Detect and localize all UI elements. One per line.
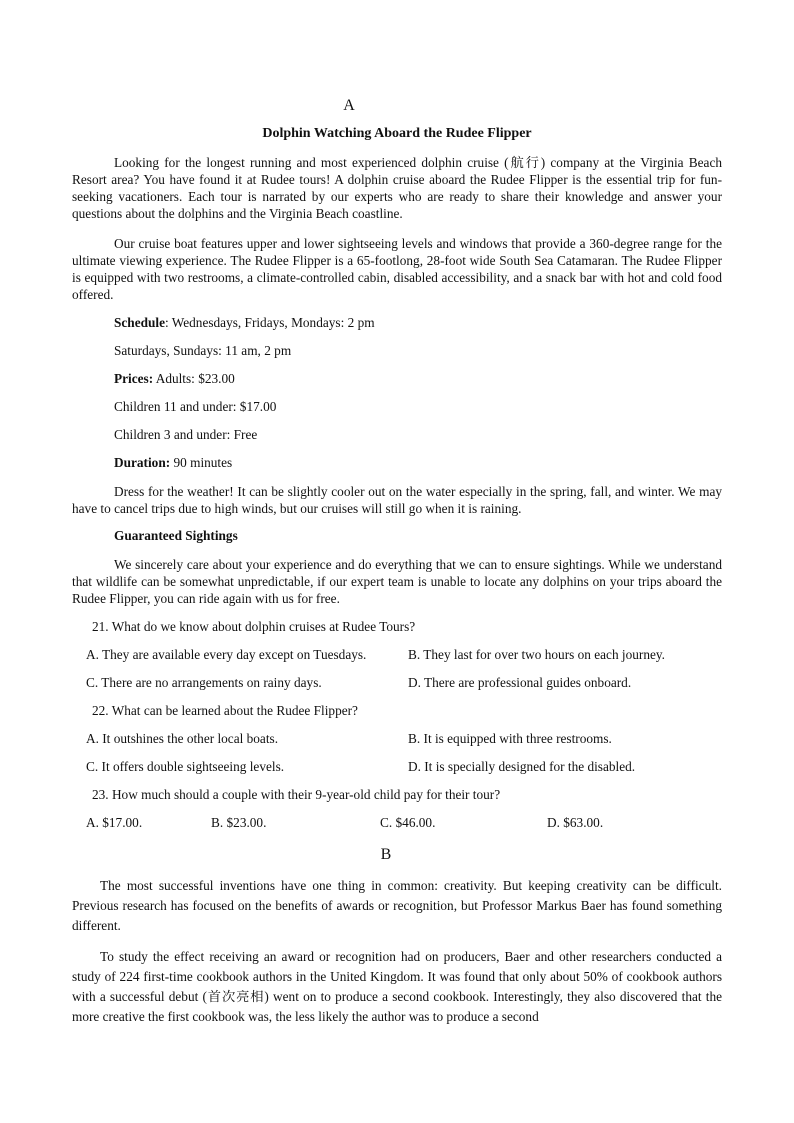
guarantee-paragraph: We sincerely care about your experience and do everything that we can to ensure sightings. While we understand that wildlife can be somewhat unpredictable, if our expert team is unable to locate any dolphins on your trips aboard the Rudee Flipper, you can ride again with us for free. [72,557,722,606]
question-22-option-b[interactable]: B. It is equipped with three restrooms. [408,731,612,746]
question-21-option-d[interactable]: D. There are professional guides onboard. [408,675,632,690]
question-22: 22. What can be learned about the Rudee Flipper? [92,703,358,718]
question-21-option-b[interactable]: B. They last for over two hours on each journey. [408,647,666,662]
passage-a-paragraph-1: Looking for the longest running and most experienced dolphin cruise (航行) company at the Virginia Beach Resort area? You have found it at Rudee tours! A dolphin cruise aboard the Rudee Flipper is the essential trip for fun-seeking vacationers. Each tour is narrated by our experts who are ready to share their knowledge and answer your questions about the dolphins and the Virginia Beach coastline. [72,155,722,221]
schedule-weekday-value: : Wednesdays, Fridays, Mondays: 2 pm [164,315,375,330]
passage-a-paragraph-2: Our cruise boat features upper and lower sightseeing levels and windows that provide a 360-degree range for the ultimate viewing experience. The Rudee Flipper is a 65-footlong, 28-foot wide South Sea Catamaran. The Rudee Flipper is equipped with two restrooms, a climate-controlled cabin, disabled accessibility, and a snack bar with hot and cold food offered. [72,236,722,302]
question-23-option-b[interactable]: B. $23.00. [211,815,267,830]
question-21: 21. What do we know about dolphin cruises at Rudee Tours? [92,619,416,634]
question-23-option-a[interactable]: A. $17.00. [86,815,143,830]
guarantee-heading: Guaranteed Sightings [114,528,238,543]
duration-label: Duration: [114,455,171,470]
question-23-option-c[interactable]: C. $46.00. [380,815,436,830]
passage-a-title: Dolphin Watching Aboard the Rudee Flipper [262,126,532,141]
duration-value: 90 minutes [170,455,233,470]
question-22-option-a[interactable]: A. It outshines the other local boats. [86,731,279,746]
weather-paragraph: Dress for the weather! It can be slightly cooler out on the water especially in the spring, fall, and winter. We may have to cancel trips due to high winds, but our cruises will still go when it is raining. [72,484,722,516]
question-21-option-c[interactable]: C. There are no arrangements on rainy days. [86,675,322,690]
passage-b-paragraph-1: The most successful inventions have one thing in common: creativity. But keeping creativity can be difficult. Previous research has focused on the benefits of awards or recognition, but Professor Markus Baer has found something different. [72,878,722,933]
price-adults [114,371,235,387]
question-23: 23. How much should a couple with their 9-year-old child pay for their tour? [92,787,501,802]
question-22-option-c[interactable]: C. It offers double sightseeing levels. [86,759,285,774]
section-a-heading: A [343,97,355,114]
section-b-heading: B [380,846,392,863]
passage-b-paragraph-2: To study the effect receiving an award or recognition had on producers, Baer and other researchers conducted a study of 224 first-time cookbook authors in the United Kingdom. It was found that only about 50% of cookbook authors with a successful debut (首次亮相) went on to produce a second cookbook. Interestingly, they also discovered that the more creative the first cookbook was, the less likely the author was to produce a second [72,949,722,1024]
schedule-label: Schedule [114,315,165,330]
price-children-3: Children 3 and under: Free [114,427,258,442]
schedule-weekend: Saturdays, Sundays: 11 am, 2 pm [114,343,292,358]
question-21-option-a[interactable]: A. They are available every day except on Tuesdays. [86,647,367,662]
duration [114,455,232,471]
price-adults-value: Adults: $23.00 [153,371,235,386]
question-22-option-d[interactable]: D. It is specially designed for the disabled. [408,759,636,774]
price-children-11: Children 11 and under: $17.00 [114,399,277,414]
schedule-weekday [114,315,375,331]
question-23-option-d[interactable]: D. $63.00. [547,815,604,830]
prices-label: Prices: [114,371,154,386]
